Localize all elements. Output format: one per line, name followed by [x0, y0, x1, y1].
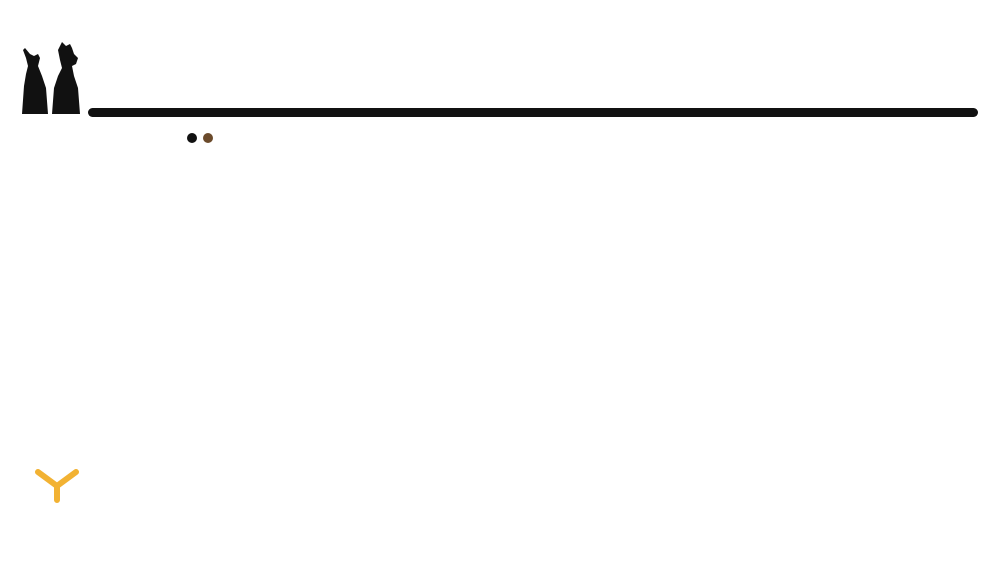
- coi-chart: [740, 350, 972, 558]
- embark-wordmark: [14, 512, 18, 538]
- black-dot-icon: [187, 133, 197, 143]
- header-divider: [88, 108, 978, 117]
- brown-dot-icon: [203, 133, 213, 143]
- coat-row-label: [28, 184, 34, 195]
- ddp-dogs-logo: [16, 36, 96, 116]
- embark-logo-icon: [32, 466, 82, 506]
